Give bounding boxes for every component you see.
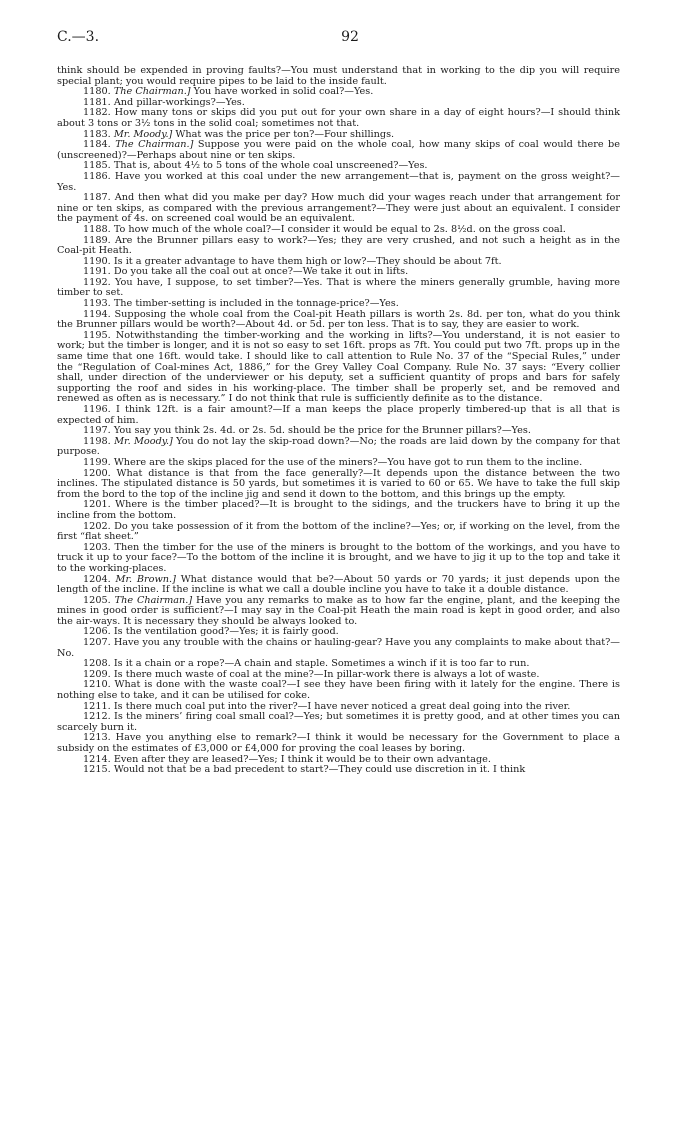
paragraph-text: 1197. You say you think 2s. 4d. or 2s. 5d. should be the price for the Brunner pillars?—Yes.	[83, 425, 531, 437]
paragraph-text: 1180.	[83, 86, 114, 98]
evidence-paragraph	[57, 712, 620, 733]
speaker-name: Mr. Moody.]	[114, 435, 173, 447]
paragraph-text: 1210. What is done with the waste coal?—I see they have been firing with it lately for the engine. There is nothing else to take, and it can be utilised for coke.	[57, 679, 620, 702]
evidence-paragraph	[57, 310, 620, 331]
paragraph-text: Have you any remarks to make as to how far the engine, plant, and the keeping the mines in good order is sufficient?—I may say in the Coal-pit Heath the main road is kept in good order, and also the air-ways. It is necessary they should be always looked to.	[57, 594, 620, 627]
paragraph-text: 1192. You have, I suppose, to set timber?—Yes. That is where the miners generally grumble, having more timber to set.	[57, 276, 620, 299]
paragraph-text: 1183.	[83, 128, 114, 140]
paragraph-text: 1212. Is the miners’ firing coal small coal?—Yes; but sometimes it is pretty good, and at other times you can scarcely burn it.	[57, 711, 620, 733]
paragraph-text: 1208. Is it a chain or a rope?—A chain and staple. Sometimes a winch if it is too far to run.	[83, 658, 530, 670]
speaker-name: Mr. Moody.]	[113, 128, 173, 140]
paragraph-text: 1213. Have you anything else to remark?—I think it would be necessary for the Government to place a subsidy on the estimates of £3,000 or £4,000 for proving the coal leases by boring.	[57, 732, 620, 754]
evidence-paragraph	[57, 108, 620, 129]
paragraph-text: think should be expended in proving faults?—You must understand that in working to the dip you will require special plant; you would require pipes to be laid to the inside fault.	[57, 65, 620, 87]
document-reference: C.—3.	[57, 29, 100, 45]
evidence-paragraph	[57, 331, 620, 405]
evidence-text	[57, 66, 620, 776]
evidence-paragraph	[57, 278, 620, 299]
paragraph-text: 1203. Then the timber for the use of the miners is brought to the bottom of the workings, and you have to truck it up to your face?—To the bottom of the incline it is brought, and we have to jig it up to the top and take it to the working-places.	[57, 541, 620, 574]
paragraph-text: 1185. That is, about 4½ to 5 tons of the whole coal unscreened?—Yes.	[83, 160, 428, 172]
paragraph-text: You have worked in solid coal?—Yes.	[190, 86, 374, 98]
paragraph-text: 1211. Is there much coal put into the river?—I have never noticed a great deal going into the river.	[83, 700, 571, 712]
paragraph-text: 1206. Is the ventilation good?—Yes; it is fairly good.	[83, 626, 339, 638]
evidence-paragraph	[57, 638, 620, 659]
evidence-paragraph	[57, 680, 620, 701]
evidence-paragraph	[57, 543, 620, 575]
evidence-paragraph	[57, 522, 620, 543]
evidence-paragraph	[57, 405, 620, 426]
paragraph-text: You do not lay the skip-road down?—No; the roads are laid down by the company for that purpose.	[57, 435, 620, 458]
paragraph-text: 1184.	[83, 139, 116, 151]
evidence-paragraph	[57, 596, 620, 628]
paragraph-text: 1202. Do you take possession of it from the bottom of the incline?—Yes; or, if working on the level, from the first “flat sheet.”	[57, 520, 620, 543]
paragraph-text: 1214. Even after they are leased?—Yes; I think it would be to their own advantage.	[83, 753, 491, 765]
evidence-paragraph	[57, 469, 620, 501]
paragraph-text: 1195. Notwithstanding the timber-working and the working in lifts?—You understand, it is not easier to work; but the timber is longer, and it is not so easy to set 16ft. props as 7ft. You could put two 7ft. props up in the same time that one 16ft. would take. I should like to call attention to Rule No. 37 of the “Special Rules,” under the “Regulation of Coal-mines Act, 1886,” for the Grey Valley Coal Company. Rule No. 37 says: “Every collier shall, under direction of the underviewer or his deputy, set a sufficient quantity of props and bars for safely supporting the roof and sides in his working-place. The timber shall be properly set, and be removed and renewed as often as is necessary.” I do not think that rule is sufficiently definite as to the distance.	[57, 329, 620, 405]
evidence-paragraph	[57, 500, 620, 521]
evidence-paragraph	[57, 236, 620, 257]
evidence-paragraph	[57, 172, 620, 193]
evidence-paragraph	[57, 437, 620, 458]
paragraph-text: 1187. And then what did you make per day? How much did your wages reach under that arrangement for nine or ten skips, as compared with the previous arrangement?—They were just about an equivalent. I consider the payment of 4s. on screened coal would be an equivalent.	[57, 192, 620, 225]
evidence-paragraph	[57, 66, 620, 87]
paragraph-text: 1196. I think 12ft. is a fair amount?—If a man keeps the place properly timbered-up that is all that is expected of him.	[57, 404, 620, 426]
speaker-name: Mr. Brown.]	[115, 573, 176, 585]
paragraph-text: 1194. Supposing the whole coal from the Coal-pit Heath pillars is worth 2s. 8d. per ton, what do you think the Brunner pillars would be worth?—About 4d. or 5d. per ton less. That is to say, they are easier to work.	[57, 308, 620, 331]
evidence-paragraph	[57, 193, 620, 225]
paragraph-text: 1215. Would not that be a bad precedent to start?—They could use discretion in it. I think	[83, 764, 526, 776]
paragraph-text: 1190. Is it a greater advantage to have them high or low?—They should be about 7ft.	[83, 255, 502, 267]
evidence-paragraph	[57, 733, 620, 754]
paragraph-text: 1186. Have you worked at this coal under the new arrangement—that is, payment on the gross weight?—Yes.	[57, 170, 620, 193]
evidence-paragraph	[57, 575, 620, 596]
paragraph-text: 1199. Where are the skips placed for the use of the miners?—You have got to run them to the incline.	[83, 456, 583, 468]
paragraph-text: 1193. The timber-setting is included in the tonnage-price?—Yes.	[83, 298, 399, 310]
paragraph-text: 1207. Have you any trouble with the chains or hauling-gear? Have you any complaints to make about that?—No.	[57, 637, 620, 659]
speaker-name: The Chairman.]	[115, 139, 194, 151]
paragraph-text: 1188. To how much of the whole coal?—I consider it would be equal to 2s. 8½d. on the gross coal.	[83, 223, 566, 235]
paragraph-text: 1200. What distance is that from the face generally?—It depends upon the distance between the two inclines. The stipulated distance is 50 yards, but sometimes it is varied to 60 or 65. We have to take the full skip from the bord to the top of the incline jig and send it down to the bottom, and this brings up the empty.	[57, 467, 620, 500]
paragraph-text: What was the price per ton?—Four shillings.	[172, 128, 395, 140]
paragraph-text: 1201. Where is the timber placed?—It is brought to the sidings, and the truckers have to bring it up the incline from the bottom.	[57, 499, 620, 521]
paragraph-text: 1205.	[83, 594, 115, 606]
paragraph-text: 1181. And pillar-workings?—Yes.	[83, 96, 245, 108]
evidence-paragraph	[57, 765, 620, 776]
paragraph-text: 1182. How many tons or skips did you put out for your own share in a day of eight hours?—I should think about 3 tons or 3½ tons in the solid coal; sometimes not that.	[57, 107, 620, 129]
paragraph-text: 1209. Is there much waste of coal at the mine?—In pillar-work there is always a lot of waste.	[83, 668, 540, 680]
paragraph-text: 1189. Are the Brunner pillars easy to work?—Yes; they are very crushed, and not such a height as in the Coal-pit Heath.	[57, 234, 620, 257]
paragraph-text: Suppose you were paid on the whole coal, how many skips of coal would there be (unscreened)?—Perhaps about nine or ten skips.	[57, 139, 620, 161]
speaker-name: The Chairman.]	[114, 594, 193, 606]
speaker-name: The Chairman.]	[113, 86, 191, 98]
paragraph-text: 1198.	[83, 435, 115, 447]
paragraph-text: 1191. Do you take all the coal out at once?—We take it out in lifts.	[83, 266, 409, 278]
evidence-paragraph	[57, 140, 620, 161]
paragraph-text: What distance would that be?—About 50 yards or 70 yards; it just depends upon the length of the incline. If the incline is what we call a double incline you have to take it a double distance.	[57, 573, 620, 596]
paragraph-text: 1204.	[83, 573, 116, 585]
page-number: 92	[341, 29, 359, 45]
